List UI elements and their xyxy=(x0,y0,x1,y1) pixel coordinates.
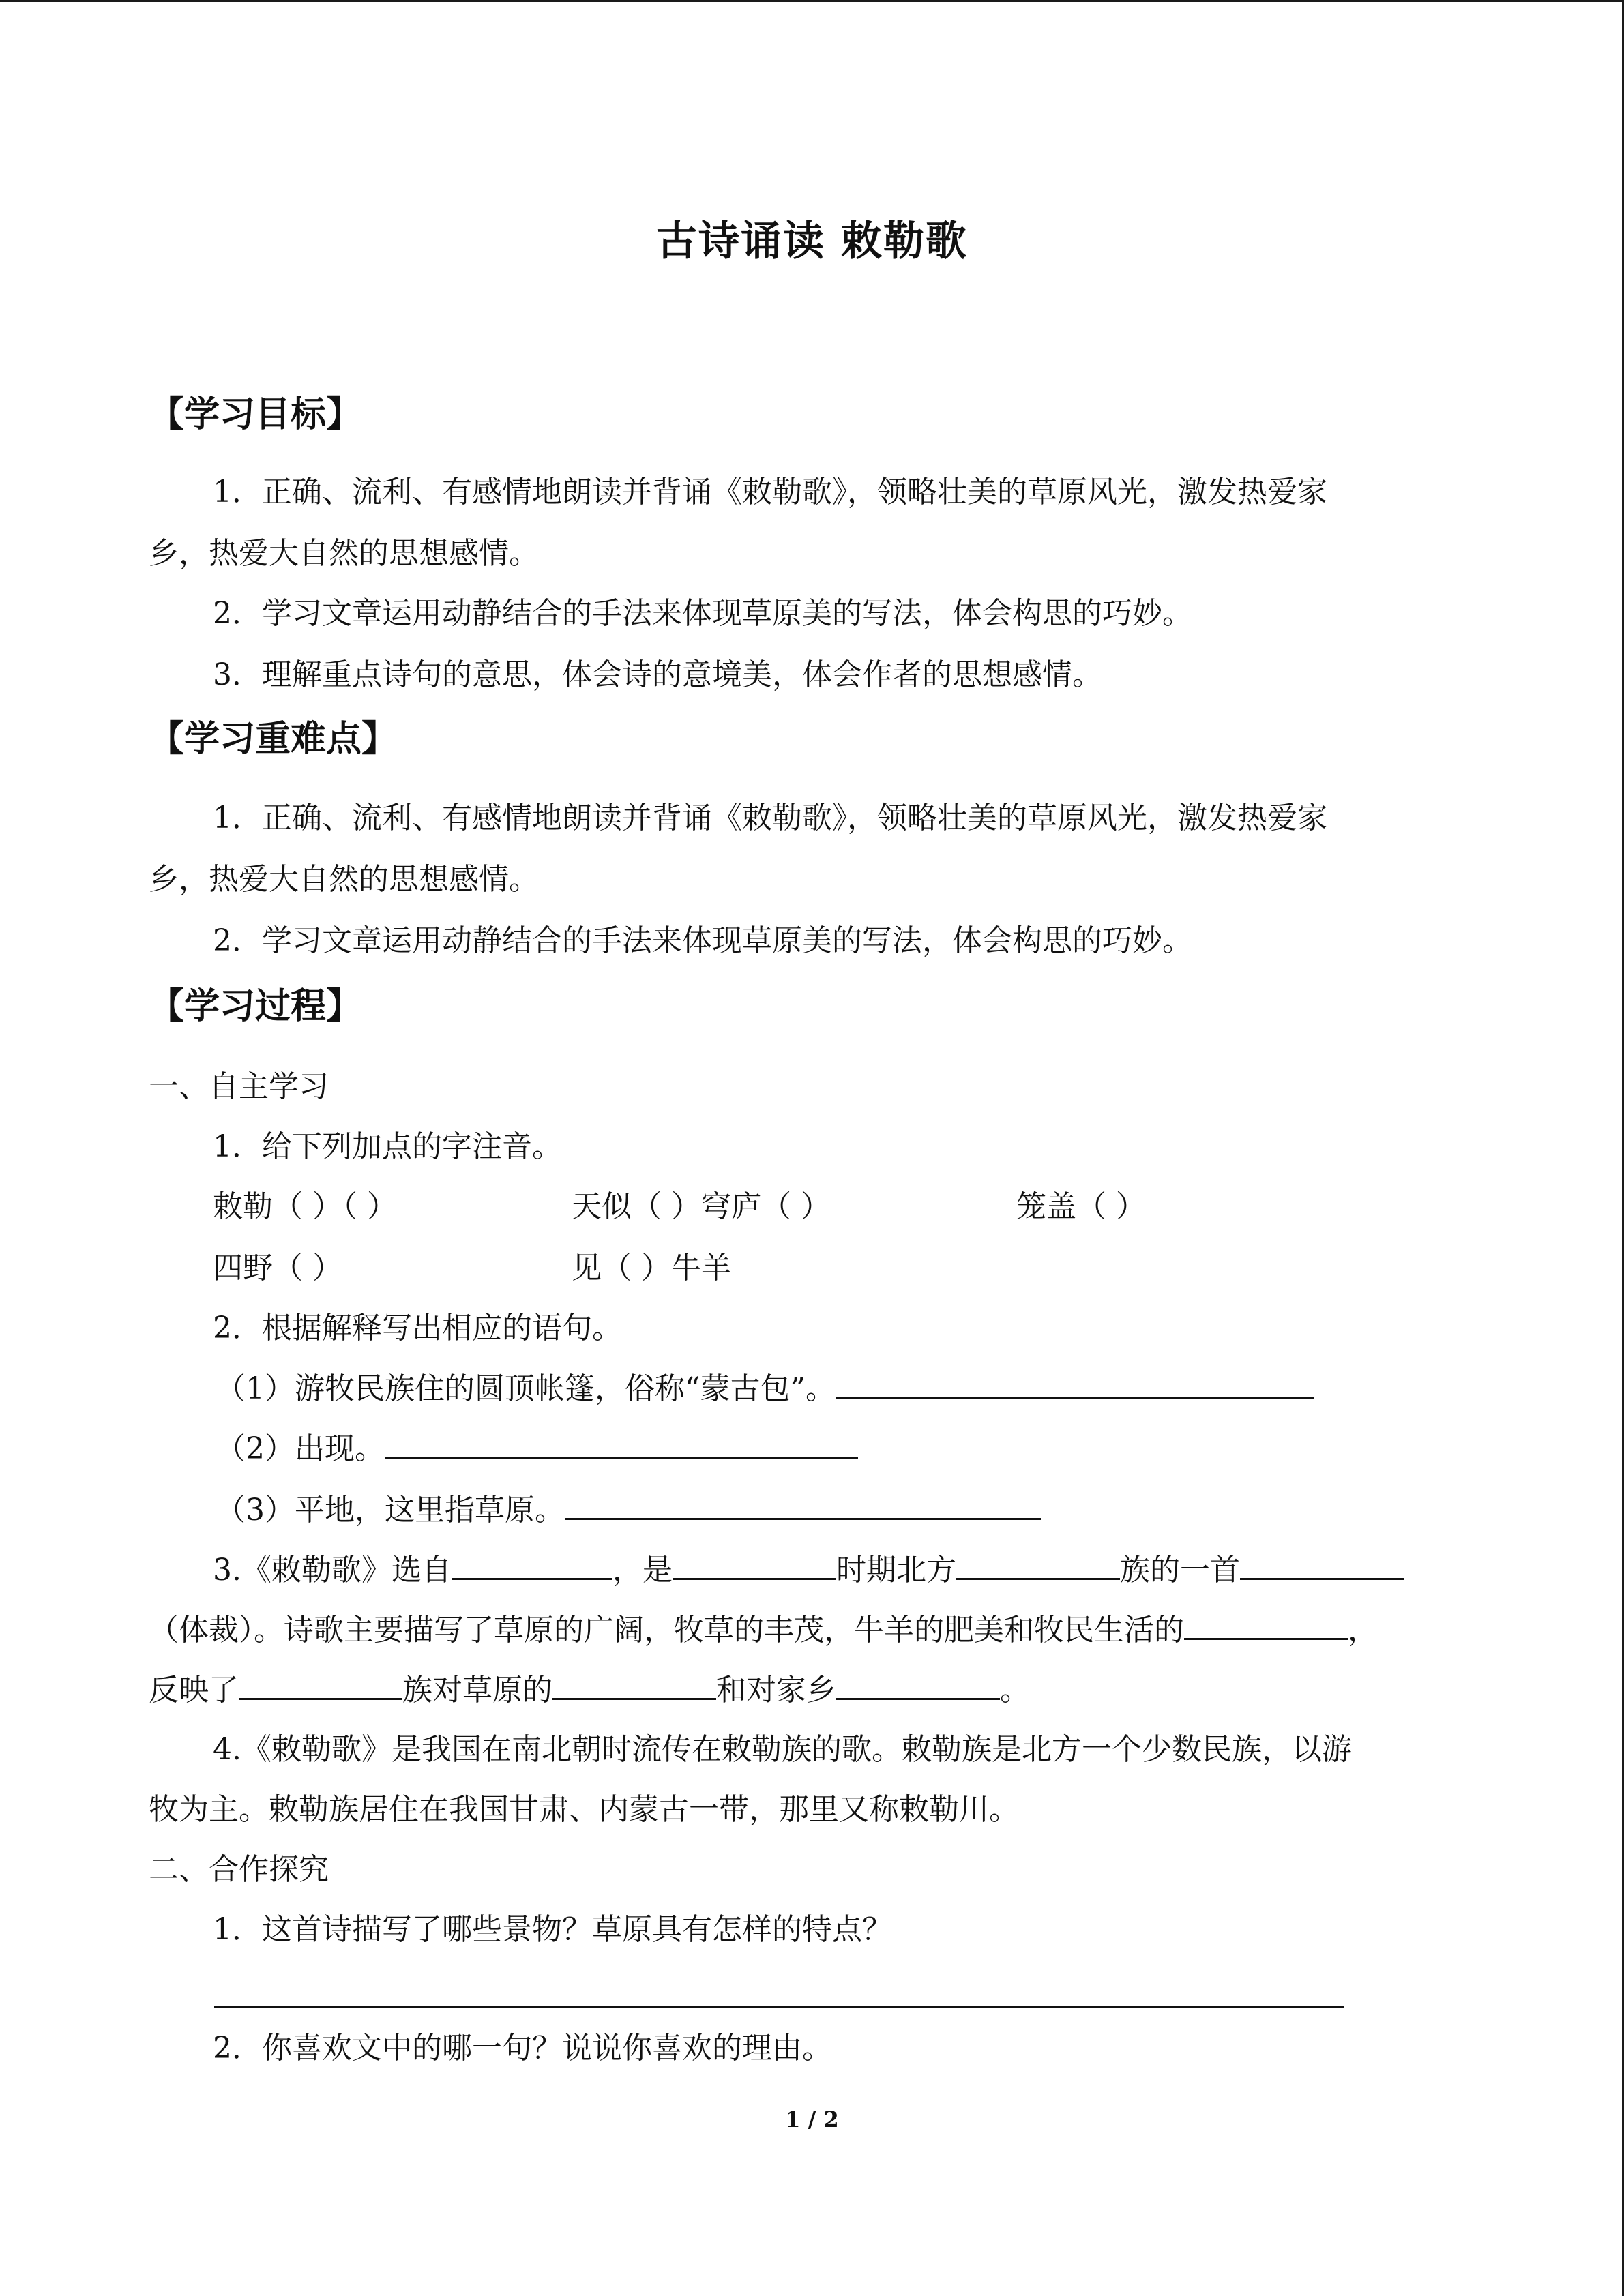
q3-blank-hometown[interactable] xyxy=(836,1671,1000,1700)
pinyin-item-tiansi-qionglu: 天似（ ）穹庐（ ） xyxy=(572,1189,831,1224)
pinyin-item-siye: 四野（ ） xyxy=(213,1251,342,1285)
q3-blank-period[interactable] xyxy=(673,1551,836,1580)
pinyin-item-chile: 敕勒（ ）（ ） xyxy=(213,1189,397,1224)
part1-q2: 2．根据解释写出相应的语句。 xyxy=(213,1311,622,1345)
q4-line1: 4.《敕勒歌》是我国在南北朝时流传在敕勒族的歌。敕勒族是北方一个少数民族，以游 xyxy=(213,1732,1352,1767)
q3-blank-ethnic[interactable] xyxy=(956,1551,1120,1580)
q3-text-north: 时期北方 xyxy=(836,1553,956,1587)
q3-line2 xyxy=(149,1611,1378,1650)
q3-text-hometown: 和对家乡 xyxy=(716,1673,836,1708)
pinyin-item-longgai: 笼盖（ ） xyxy=(1016,1189,1146,1224)
page-title: 古诗诵读 敕勒歌 xyxy=(656,218,968,265)
q3-blank-feeling[interactable] xyxy=(552,1671,716,1700)
q3-text-toward: 族对草原的 xyxy=(402,1673,552,1708)
goal-item-2: 2．学习文章运用动静结合的手法来体现草原美的写法，体会构思的巧妙。 xyxy=(213,596,1192,631)
key-point-1-line2: 乡，热爱大自然的思想感情。 xyxy=(149,862,539,897)
goal-item-3: 3．理解重点诗句的意思，体会诗的意境美，体会作者的思想感情。 xyxy=(213,657,1102,692)
q4-line2: 牧为主。敕勒族居住在我国甘肃、内蒙古一带，那里又称敕勒川。 xyxy=(149,1792,1019,1827)
part2-q1: 1．这首诗描写了哪些景物？草原具有怎样的特点？ xyxy=(213,1912,892,1947)
q3-text-source: 3.《敕勒歌》选自 xyxy=(213,1553,452,1587)
q3-text-is: ，是 xyxy=(612,1553,673,1587)
q2-item-1 xyxy=(216,1369,1314,1408)
pinyin-item-xian: 见（ ）牛羊 xyxy=(572,1251,731,1285)
q2-item-1-blank[interactable] xyxy=(836,1369,1314,1399)
q2-item-3-text: （3）平地，这里指草原。 xyxy=(216,1493,565,1527)
q2-item-2-text: （2）出现。 xyxy=(216,1431,385,1466)
q3-text-genre-desc: （体裁）。诗歌主要描写了草原的广阔，牧草的丰茂，牛羊的肥美和牧民生活的 xyxy=(149,1613,1184,1648)
q3-text-comma: ， xyxy=(1348,1613,1378,1648)
q3-blank-life[interactable] xyxy=(1184,1611,1348,1640)
q2-item-3 xyxy=(216,1491,1041,1530)
part2-label: 二、合作探究 xyxy=(149,1852,329,1887)
heading-learning-process: 【学习过程】 xyxy=(149,986,362,1027)
q2-item-2-blank[interactable] xyxy=(385,1429,858,1459)
part2-q2: 2．你喜欢文中的哪一句？说说你喜欢的理由。 xyxy=(213,2031,832,2066)
q3-text-a: 族的一首 xyxy=(1119,1553,1240,1587)
goal-item-1-line1: 1．正确、流利、有感情地朗读并背诵《敕勒歌》，领略壮美的草原风光，激发热爱家 xyxy=(213,475,1327,509)
goal-item-1-line2: 乡，热爱大自然的思想感情。 xyxy=(149,536,539,571)
key-point-1-line1: 1．正确、流利、有感情地朗读并背诵《敕勒歌》，领略壮美的草原风光，激发热爱家 xyxy=(213,801,1327,835)
key-point-2: 2．学习文章运用动静结合的手法来体现草原美的写法，体会构思的巧妙。 xyxy=(213,923,1192,958)
q3-text-reflects: 反映了 xyxy=(149,1673,239,1708)
q2-item-1-text: （1）游牧民族住的圆顶帐篷，俗称“蒙古包”。 xyxy=(216,1371,836,1406)
page-border-top xyxy=(0,0,1624,2)
heading-key-points: 【学习重难点】 xyxy=(149,719,398,760)
q3-line1 xyxy=(213,1551,1404,1590)
part1-label: 一、自主学习 xyxy=(149,1069,329,1104)
q3-blank-ethnic-2[interactable] xyxy=(239,1671,402,1700)
part2-q1-answer-line[interactable] xyxy=(214,2006,1344,2008)
part1-q1: 1．给下列加点的字注音。 xyxy=(213,1129,562,1164)
q2-item-2 xyxy=(216,1429,858,1468)
q3-blank-genre[interactable] xyxy=(1240,1551,1404,1580)
q3-blank-source[interactable] xyxy=(452,1551,612,1580)
heading-learning-goals: 【学习目标】 xyxy=(149,394,362,435)
q3-line3 xyxy=(149,1671,1030,1710)
q2-item-3-blank[interactable] xyxy=(565,1491,1041,1520)
page-number: 1 / 2 xyxy=(785,2106,839,2132)
q3-text-period-end: 。 xyxy=(1000,1673,1030,1708)
